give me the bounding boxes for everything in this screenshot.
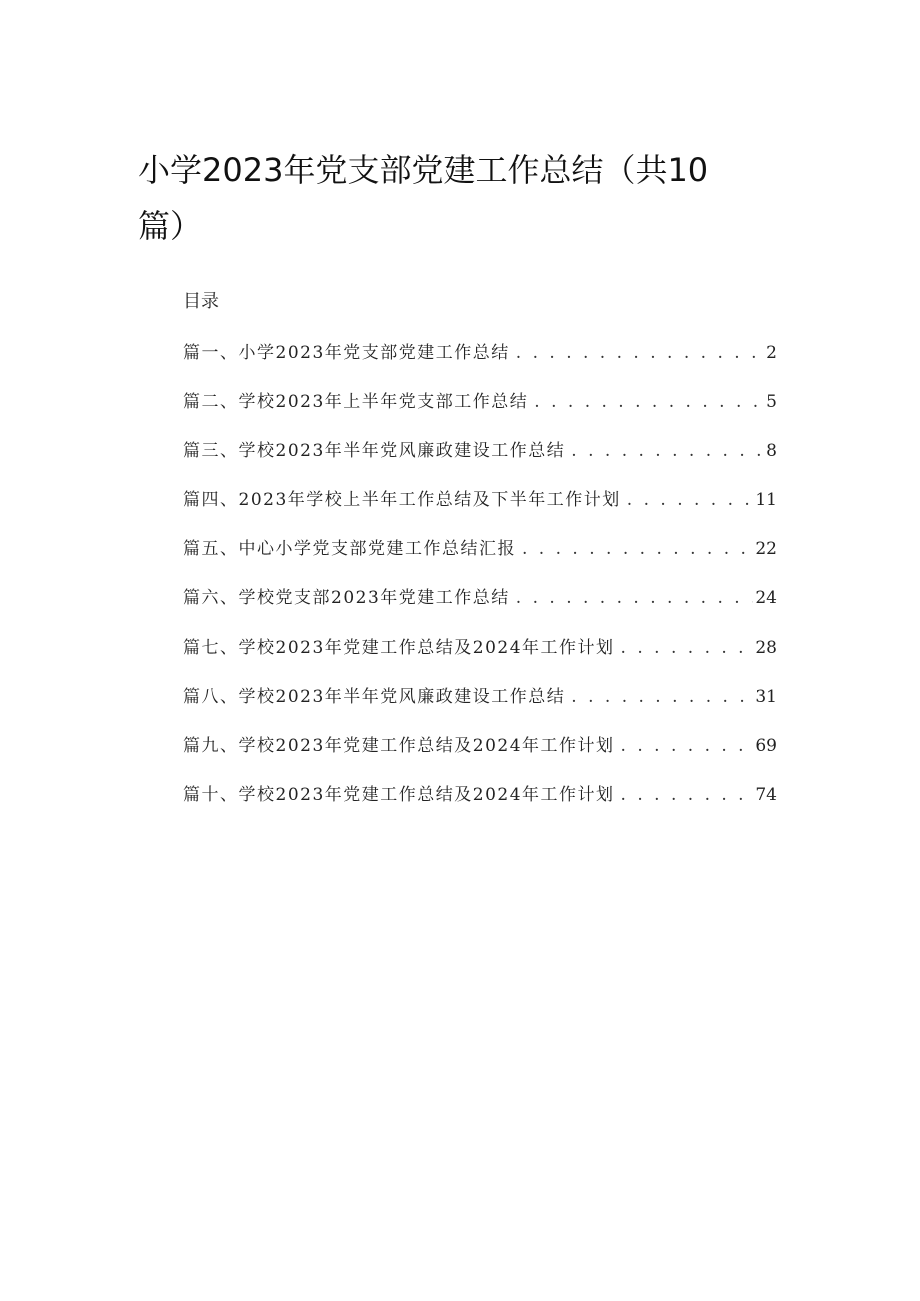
toc-entry-label: 篇二、学校2023年上半年党支部工作总结 [183, 392, 529, 413]
toc-dot-leader [627, 486, 754, 514]
toc-entry-label: 篇八、学校2023年半年党风廉政建设工作总结 [183, 686, 566, 707]
toc-dot-leader [621, 781, 754, 809]
toc-entry-label: 篇一、小学2023年党支部党建工作总结 [183, 343, 510, 363]
toc-entry-7[interactable] [183, 634, 777, 683]
table-of-contents [183, 339, 777, 830]
toc-entry-3[interactable] [183, 437, 777, 486]
toc-page-number: 74 [755, 784, 777, 805]
document-title: 小学2023年党支部党建工作总结（共10篇） [138, 151, 709, 245]
toc-entry-label: 篇十、学校2023年党建工作总结及2024年工作计划 [183, 784, 615, 805]
toc-entry-label: 篇四、2023年学校上半年工作总结及下半年工作计划 [183, 490, 621, 511]
toc-entry-6[interactable] [183, 584, 777, 633]
toc-entry-4[interactable] [183, 486, 777, 535]
toc-page-number: 31 [755, 686, 777, 707]
toc-page-number: 11 [755, 490, 777, 511]
toc-heading: 目录 [183, 291, 219, 312]
toc-dot-leader [621, 634, 754, 662]
toc-page-number: 8 [766, 441, 777, 462]
toc-dot-leader [571, 683, 753, 711]
toc-dot-leader [516, 584, 754, 612]
toc-dot-leader [522, 535, 753, 563]
toc-entry-label: 篇七、学校2023年党建工作总结及2024年工作计划 [183, 637, 615, 658]
toc-entry-label: 篇三、学校2023年半年党风廉政建设工作总结 [183, 441, 566, 462]
toc-page-number: 2 [766, 343, 777, 363]
toc-entry-label: 篇九、学校2023年党建工作总结及2024年工作计划 [183, 735, 615, 756]
toc-dot-leader [571, 437, 764, 465]
toc-page-number: 5 [766, 392, 777, 413]
toc-page-number: 28 [755, 637, 777, 658]
toc-entry-9[interactable] [183, 732, 777, 781]
toc-entry-5[interactable] [183, 535, 777, 584]
toc-page-number: 69 [755, 735, 777, 756]
toc-entry-label: 篇六、学校党支部2023年党建工作总结 [183, 588, 510, 609]
toc-entry-8[interactable] [183, 683, 777, 732]
toc-dot-leader [621, 732, 754, 760]
toc-entry-label: 篇五、中心小学党支部党建工作总结汇报 [183, 539, 516, 560]
toc-entry-1[interactable] [183, 339, 777, 388]
toc-dot-leader [534, 388, 764, 416]
toc-page-number: 22 [755, 539, 777, 560]
toc-entry-2[interactable] [183, 388, 777, 437]
toc-dot-leader [516, 339, 764, 367]
toc-page-number: 24 [755, 588, 777, 609]
toc-entry-10[interactable] [183, 781, 777, 830]
